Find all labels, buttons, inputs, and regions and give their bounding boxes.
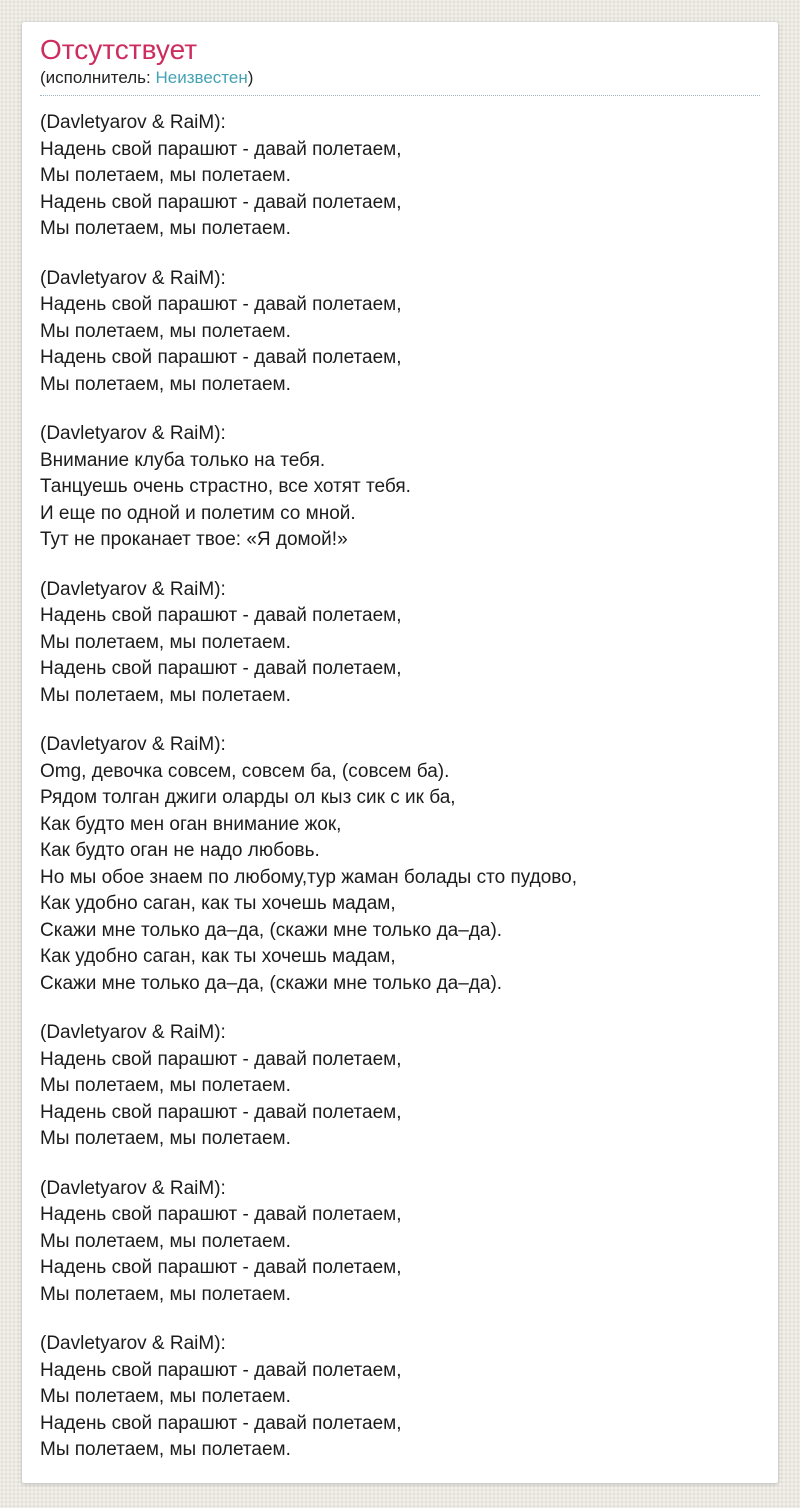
lyric-line: Надень свой парашют - давай полетаем, bbox=[40, 1257, 402, 1278]
lyrics-text bbox=[40, 110, 760, 1464]
lyric-line: Мы полетаем, мы полетаем. bbox=[40, 218, 291, 239]
lyric-line: (Davletyarov & RaiM): bbox=[40, 267, 226, 289]
lyric-line: Надень свой парашют - давай полетаем, bbox=[40, 1412, 402, 1434]
lyric-line: Тут не проканает твое: «Я домой!» bbox=[40, 529, 348, 550]
lyric-line: Надень свой парашют - давай полетаем, bbox=[40, 1359, 402, 1381]
stanza bbox=[40, 1020, 760, 1153]
stanza bbox=[40, 1331, 760, 1464]
lyric-line: Надень свой парашют - давай полетаем, bbox=[40, 1204, 402, 1225]
lyric-line: Мы полетаем, мы полетаем. bbox=[40, 684, 291, 706]
lyric-line: Как удобно саган, как ты хочешь мадам, bbox=[40, 946, 396, 967]
lyric-line: (Davletyarov & RaiM): bbox=[40, 1022, 226, 1043]
lyric-line: Мы полетаем, мы полетаем. bbox=[40, 165, 291, 186]
lyric-line: Надень свой парашют - давай полетаем, bbox=[40, 294, 402, 315]
lyric-line: (Davletyarov & RaiM): bbox=[40, 734, 226, 755]
artist-label: (исполнитель: bbox=[40, 68, 151, 87]
lyric-line: Но мы обое знаем по любому,тур жаман болады сто пудово, bbox=[40, 866, 577, 888]
lyric-line: Мы полетаем, мы полетаем. bbox=[40, 1386, 291, 1407]
lyric-line: Надень свой парашют - давай полетаем, bbox=[40, 138, 402, 160]
lyric-line: Рядом толган джиги оларды ол кыз сик с ик ба, bbox=[40, 787, 456, 808]
stanza bbox=[40, 110, 760, 243]
page-title: Отсутствует bbox=[40, 34, 198, 65]
stanza bbox=[40, 577, 760, 710]
stanza bbox=[40, 421, 760, 554]
lyric-line: Мы полетаем, мы полетаем. bbox=[40, 1230, 291, 1252]
lyric-line: И еще по одной и полетим со мной. bbox=[40, 502, 356, 524]
lyric-line: Надень свой парашют - давай полетаем, bbox=[40, 191, 402, 213]
lyric-line: Мы полетаем, мы полетаем. bbox=[40, 1128, 291, 1149]
stanza bbox=[40, 732, 760, 997]
lyrics-card bbox=[22, 22, 778, 1483]
lyric-line: Как будто оган не надо любовь. bbox=[40, 840, 320, 861]
lyric-line: (Davletyarov & RaiM): bbox=[40, 112, 226, 133]
lyric-line: Надень свой парашют - давай полетаем, bbox=[40, 1048, 402, 1070]
lyric-line: (Davletyarov & RaiM): bbox=[40, 1177, 226, 1199]
stanza bbox=[40, 266, 760, 399]
lyric-line: Как будто мен оган внимание жок, bbox=[40, 813, 342, 835]
lyric-line: Скажи мне только да–да, (скажи мне только да–да). bbox=[40, 919, 503, 941]
lyric-line: Мы полетаем, мы полетаем. bbox=[40, 1439, 291, 1460]
stanza bbox=[40, 1176, 760, 1309]
lyric-line: Мы полетаем, мы полетаем. bbox=[40, 1075, 291, 1096]
artist-link[interactable]: Неизвестен bbox=[155, 68, 248, 87]
lyric-line: (Davletyarov & RaiM): bbox=[40, 423, 226, 444]
lyric-line: Мы полетаем, мы полетаем. bbox=[40, 373, 291, 395]
lyric-line: (Davletyarov & RaiM): bbox=[40, 578, 226, 600]
lyric-line: Надень свой парашют - давай полетаем, bbox=[40, 1101, 402, 1123]
lyric-line: Надень свой парашют - давай полетаем, bbox=[40, 658, 402, 679]
lyric-line: Надень свой парашют - давай полетаем, bbox=[40, 605, 402, 626]
lyric-line: Надень свой парашют - давай полетаем, bbox=[40, 347, 402, 368]
lyric-line: Omg, девочка совсем, совсем ба, (совсем ба). bbox=[40, 760, 450, 782]
lyric-line: Скажи мне только да–да, (скажи мне только да–да). bbox=[40, 972, 503, 994]
lyric-line: Мы полетаем, мы полетаем. bbox=[40, 631, 291, 653]
lyric-line: Внимание клуба только на тебя. bbox=[40, 449, 326, 471]
lyric-line: Как удобно саган, как ты хочешь мадам, bbox=[40, 893, 396, 914]
artist-line bbox=[40, 68, 760, 96]
lyric-line: Мы полетаем, мы полетаем. bbox=[40, 1283, 291, 1305]
lyric-line: Танцуешь очень страстно, все хотят тебя. bbox=[40, 476, 411, 497]
lyric-line: Мы полетаем, мы полетаем. bbox=[40, 320, 291, 342]
lyric-line: (Davletyarov & RaiM): bbox=[40, 1333, 226, 1354]
artist-line-close: ) bbox=[247, 68, 254, 87]
